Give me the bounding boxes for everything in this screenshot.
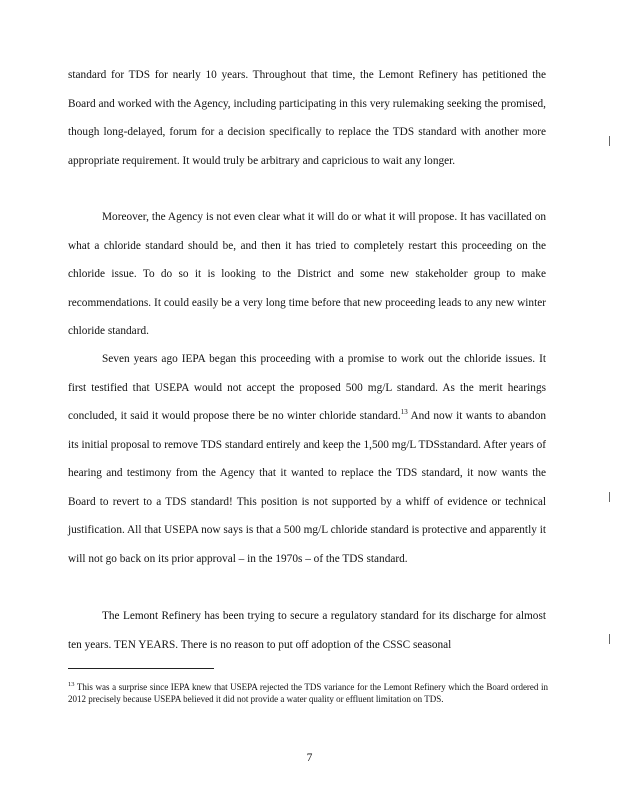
margin-mark <box>609 492 610 502</box>
paragraph-agency-unclear <box>68 203 546 346</box>
paragraph-seven-years <box>68 345 546 573</box>
footnote-text: This was a surprise since IEPA knew that USEPA rejected the TDS variance for the Lemont Refinery which the Board ordered in 2012 precisely because USEPA believed it did not provide a water quality or effluent limitation on TDS. <box>68 682 548 704</box>
footnote-number: 13 <box>68 681 75 688</box>
footnote-divider <box>68 668 214 669</box>
paragraph-text: Moreover, the Agency is not even clear what it will do or what it will propose. It has vacillated on what a chloride standard should be, and then it has tried to completely restart this proceeding on the chloride issue. To do so it is looking to the District and some new stakeholder group to make recommendations. It could easily be a very long time before that new proceeding leads to any new winter chloride standard. <box>68 211 546 337</box>
paragraph-text-after: And now it wants to abandon its initial proposal to remove TDS standard entirely and keep the 1,500 mg/L TDSstandard. After years of hearing and testimony from the Agency that it wanted to replace the TDS standard, it now wants the Board to revert to a TDS standard! This position is not supported by a whiff of evidence or technical justification. All that USEPA now says is that a 500 mg/L chloride standard is protective and apparently it will not go back on its prior approval – in the 1970s – of the TDS standard. <box>68 410 546 565</box>
margin-mark <box>609 634 610 644</box>
margin-mark <box>609 136 610 146</box>
paragraph-continued <box>68 61 546 175</box>
paragraph-ten-years <box>68 602 546 659</box>
paragraph-text: standard for TDS for nearly 10 years. Throughout that time, the Lemont Refinery has petitioned the Board and worked with the Agency, including participating in this very rulemaking seeking the promised, though long-delayed, forum for a decision specifically to replace the TDS standard with another more appropriate requirement. It would truly be arbitrary and capricious to wait any longer. <box>68 69 546 167</box>
footnote <box>68 682 548 705</box>
footnote-ref: 13 <box>400 408 408 417</box>
paragraph-text-before: Seven years ago IEPA began this proceeding with a promise to work out the chloride issues. It first testified that USEPA would not accept the proposed 500 mg/L standard. As the merit hearings concluded, it said it would propose there be no winter chloride standard. <box>68 353 546 422</box>
page-number: 7 <box>306 752 313 764</box>
paragraph-text <box>68 345 546 573</box>
paragraph-text: The Lemont Refinery has been trying to secure a regulatory standard for its discharge for almost ten years. TEN YEARS. There is no reason to put off adoption of the CSSC seasonal <box>68 610 546 651</box>
